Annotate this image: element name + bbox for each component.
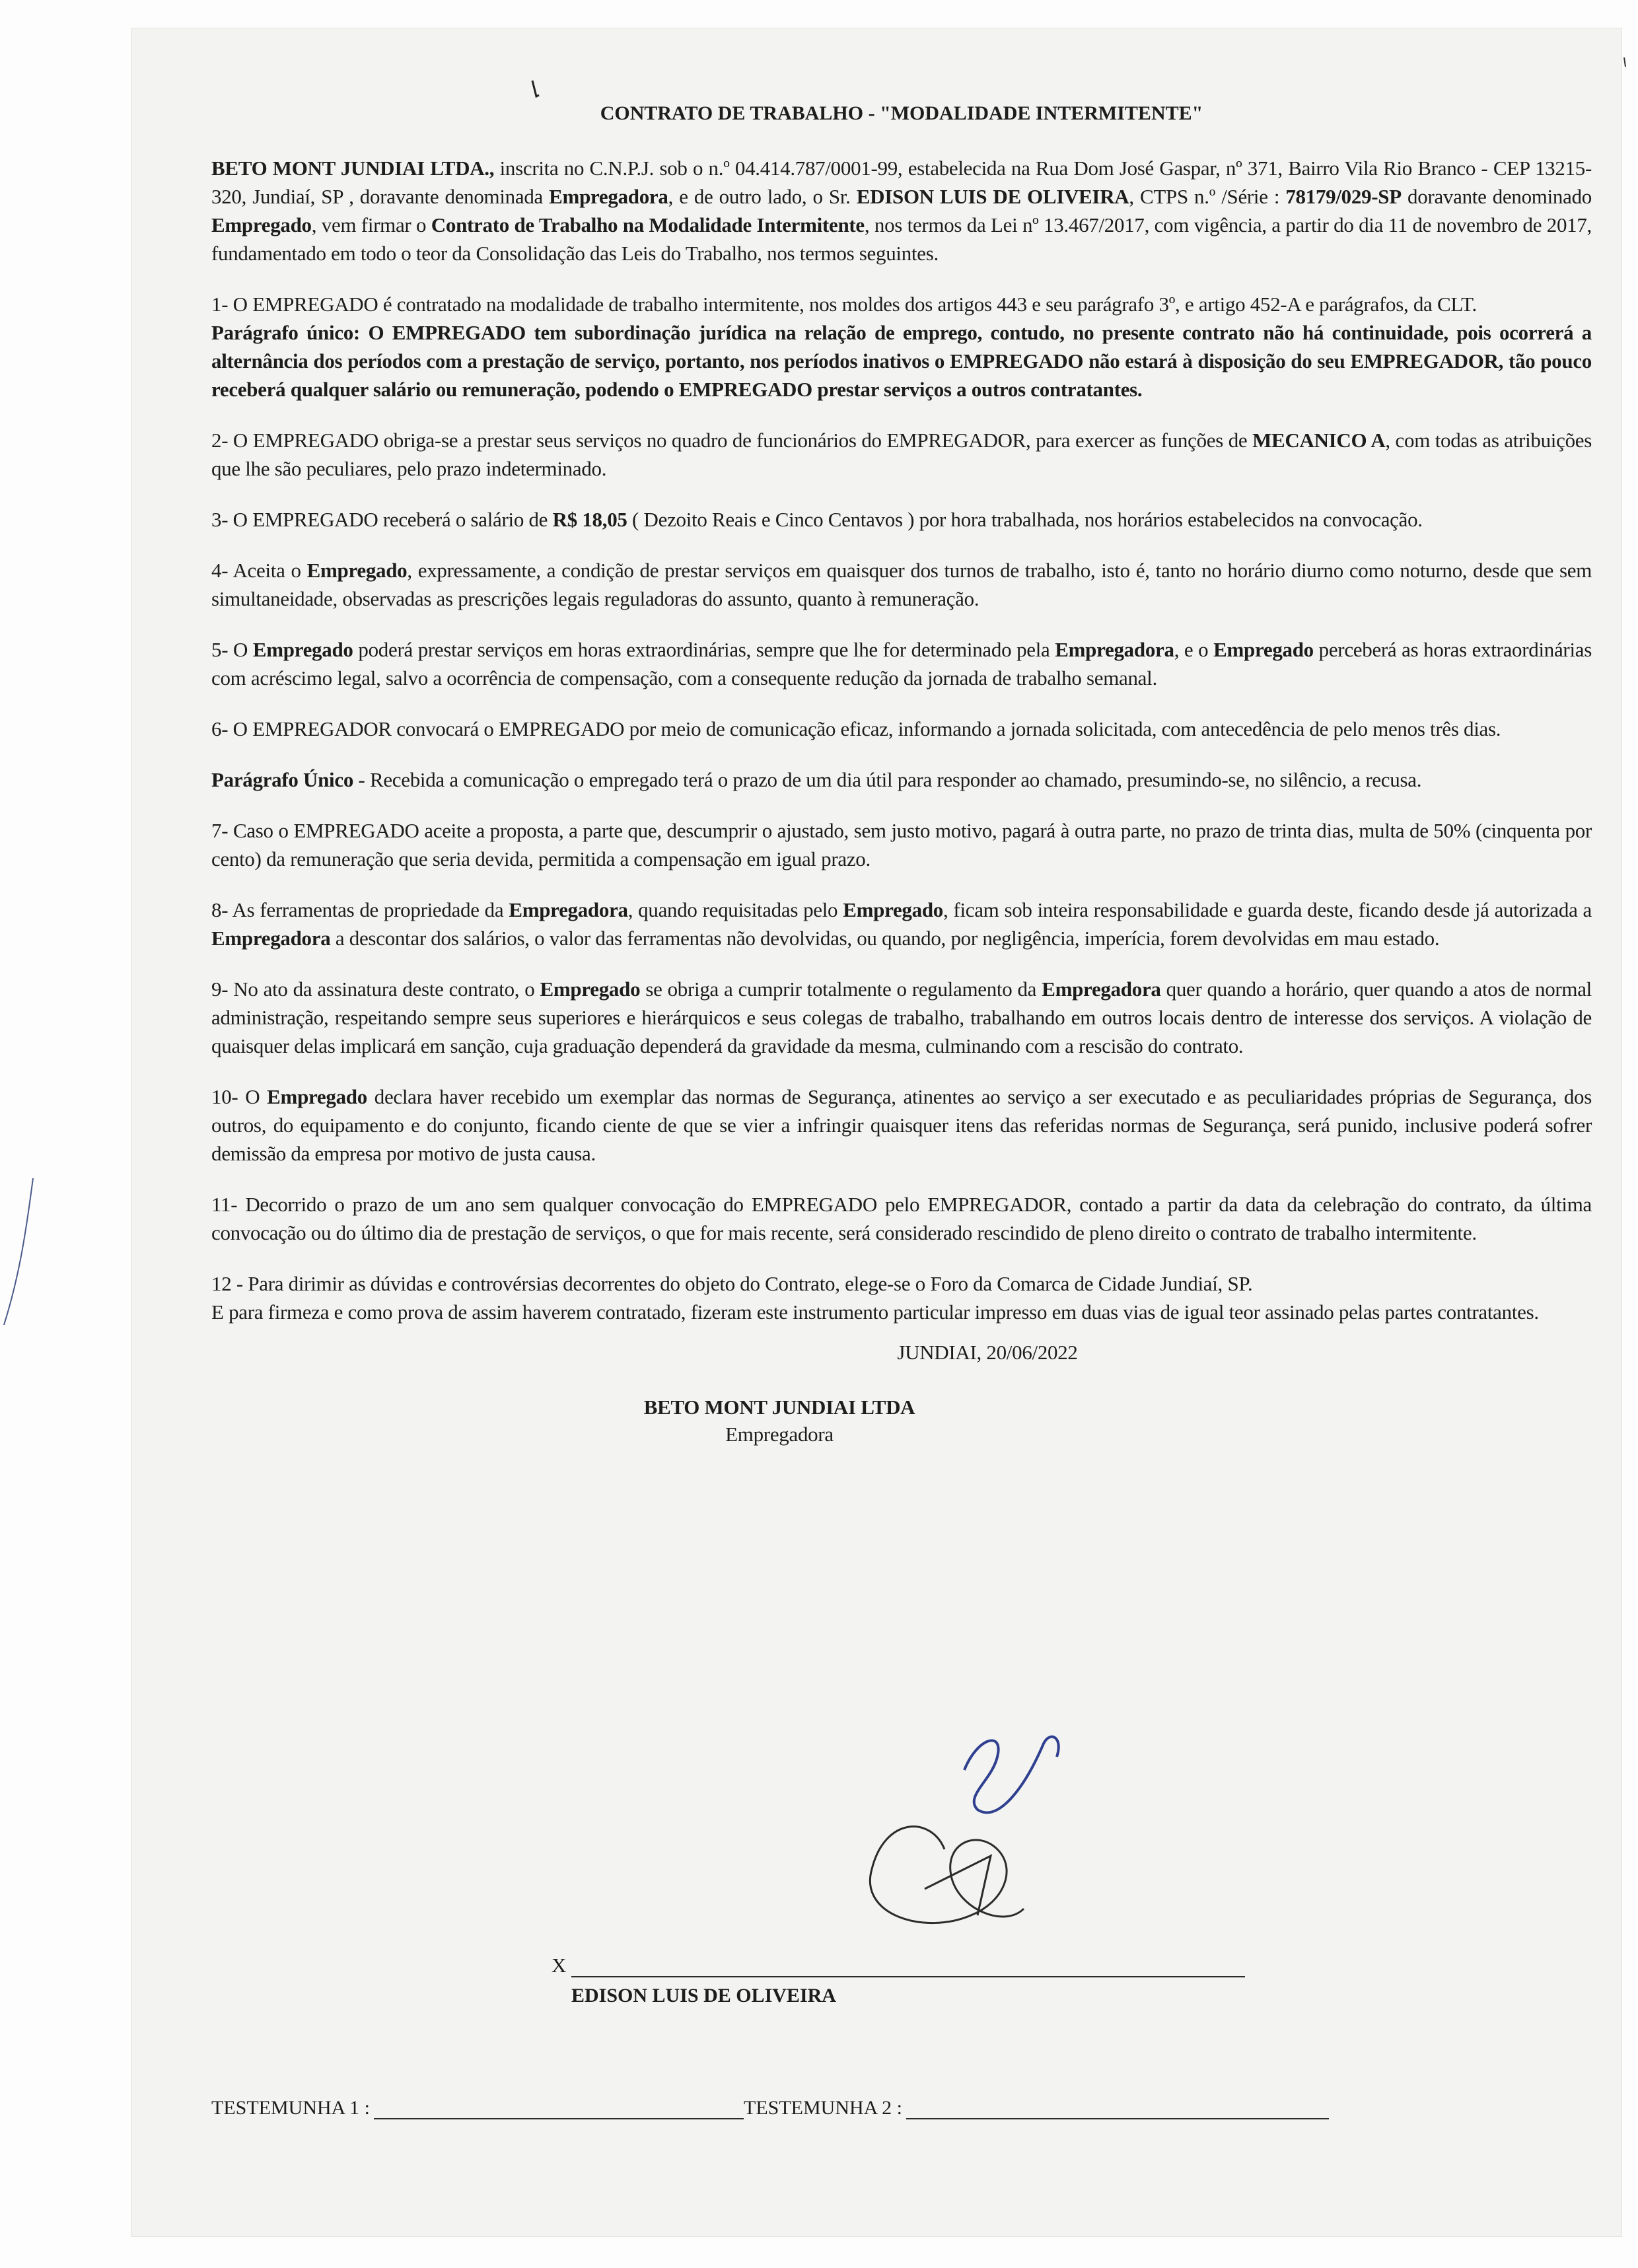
clause-11: 11- Decorrido o prazo de um ano sem qualquer convocação do EMPREGADO pelo EMPREGADOR, contado a partir da data da celebração do contrato, da última convocação ou do último dia de prestação de serviços, o que for mais recente, será considerado rescindido de pleno direito o contrato de trabalho intermitente.: [211, 1193, 1592, 1244]
employee-term: Empregado: [540, 977, 641, 1001]
employer-term: Empregadora: [211, 927, 331, 950]
hourly-salary: R$ 18,05: [552, 508, 627, 531]
paragraph-text: O EMPREGADO tem subordinação jurídica na relação de emprego, contudo, no presente contrato não há continuidade, pois ocorrerá a alternância dos períodos com a prestação de serviço, portanto, nos períodos inativos o EMPREGADO não estará à disposição do seu EMPREGADOR, tão pouco receberá qualquer salário ou remuneração, podendo o EMPREGADO prestar serviços a outros contratantes.: [211, 321, 1592, 401]
clause-3: [211, 505, 1592, 534]
contract-modality: Contrato de Trabalho na Modalidade Intermitente: [431, 213, 865, 236]
employee-signatory: EDISON LUIS DE OLIVEIRA: [571, 1985, 836, 2006]
clause-text: , expressamente, a condição de prestar serviços em quaisquer dos turnos de trabalho, isto é, tanto no horário diurno como noturno, desde que sem simultaneidade, observadas as prescrições legais reguladoras do assunto, quanto à remuneração.: [211, 559, 1592, 610]
clause-text: 9- No ato da assinatura deste contrato, o: [211, 977, 540, 1001]
clause-2: [211, 426, 1592, 483]
clause-text: 4- Aceita o: [211, 559, 307, 582]
clause-1: 1- O EMPREGADO é contratado na modalidade de trabalho intermitente, nos moldes dos artigos 443 e seu parágrafo 3º, e artigo 452-A e parágrafos, da CLT.: [211, 293, 1477, 316]
intro-text: , vem firmar o: [311, 213, 431, 236]
clause-8: [211, 896, 1592, 952]
paragraph-text: - Recebida a comunicação o empregado terá o prazo de um dia útil para responder ao chamado, presumindo-se, no silêncio, a recusa.: [353, 768, 1422, 791]
clause-text: se obriga a cumprir totalmente o regulamento da: [640, 977, 1042, 1001]
clause-text: 2- O EMPREGADO obriga-se a prestar seus serviços no quadro de funcionários do EMPREGADOR, para exercer as funções de: [211, 429, 1253, 452]
clause-text: poderá prestar serviços em horas extraordinárias, sempre que lhe for determinado pela: [353, 638, 1055, 661]
ctps-number: 78179/029-SP: [1285, 185, 1402, 208]
intro-text: doravante denominado: [1401, 185, 1592, 208]
clause-text: , ficam sob inteira responsabilidade e guarda deste, ficando desde já autorizada a: [943, 898, 1592, 921]
clause-text: 8- As ferramentas de propriedade da: [211, 898, 509, 921]
paragraph-label: Parágrafo Único: [211, 768, 354, 791]
intro-text: inscrita no C.N.P.J. sob o n.º 04.414.787/0001-99, estabelecida na Rua Dom José Gaspar, nº 371, Bairro Vila Rio Branco - CEP 13215-320, Jundiaí, SP , doravante denominada: [211, 157, 1592, 208]
employer-term: Empregadora: [509, 898, 628, 921]
contract-intro: [211, 154, 1592, 267]
signature-marker: X: [552, 1954, 567, 1977]
employer-term: Empregadora: [1042, 977, 1161, 1001]
employee-term: Empregado: [306, 559, 408, 582]
clause-7: 7- Caso o EMPREGADO aceite a proposta, a parte que, descumprir o ajustado, sem justo motivo, pagará à outra parte, no prazo de trinta dias, multa de 50% (cinquenta por cento) da remuneração que seria devida, permitida a compensação em igual prazo.: [211, 819, 1592, 870]
scan-speck: [528, 79, 542, 99]
clause-6-paragraph: [211, 765, 1592, 794]
witness-row: [211, 2097, 1329, 2119]
clause-6: 6- O EMPREGADOR convocará o EMPREGADO por meio de comunicação eficaz, informando a jornada solicitada, com antecedência de pelo menos três dias.: [211, 717, 1501, 740]
company-role: Empregadora: [725, 1423, 834, 1446]
intro-text: , nos termos da Lei nº 13.467/2017, com vigência, a partir do dia 11 de novembro de 2017, fundamentado em todo o teor da Consolidação das Leis do Trabalho, nos termos seguintes.: [211, 213, 1592, 265]
scan-speck: [1621, 56, 1629, 69]
employee-term: Empregado: [843, 898, 943, 921]
employee-term: Empregado: [252, 638, 353, 661]
clause-10: [211, 1082, 1592, 1168]
place-date: JUNDIAI, 20/06/2022: [897, 1341, 1078, 1364]
clause-text: declara haver recebido um exemplar das normas de Segurança, atinentes ao serviço a ser executado e as peculiaridades próprias de Segurança, dos outros, do equipamento e do conjunto, ficando ciente de que se vier a infringir quaisquer itens das referidas normas de Segurança, será punido, inclusive poderá sofrer demissão da empresa por motivo de justa causa.: [211, 1085, 1592, 1165]
company-signature-block: [555, 1393, 1004, 1448]
employee-term: Empregado: [1213, 638, 1314, 661]
clause-4: [211, 556, 1592, 613]
employee-term: Empregado: [211, 213, 312, 236]
witness-2-label: TESTEMUNHA 2 :: [744, 2097, 902, 2119]
intro-text: , CTPS n.º /Série :: [1129, 185, 1286, 208]
margin-pen-stroke: [0, 1176, 40, 1328]
clause-text: , com todas as atribuições que lhe são peculiares, pelo prazo indeterminado.: [211, 429, 1592, 480]
clause-12: 12 - Para dirimir as dúvidas e controvérsias decorrentes do objeto do Contrato, elege-se o Foro da Comarca de Cidade Jundiaí, SP.: [211, 1272, 1253, 1295]
clause-text: perceberá as horas extraordinárias com acréscimo legal, salvo a ocorrência de compensação, com a consequente redução da jornada de trabalho semanal.: [211, 638, 1592, 690]
handwritten-signature: [845, 1717, 1123, 1968]
job-role: MECANICO A: [1252, 429, 1386, 452]
clause-text: quer quando a horário, quer quando a atos de normal administração, respeitando sempre seus superiores e hierárquicos e seus colegas de trabalho, trabalhando em outros locais dentro de interesse dos serviços. A violação de quaisquer delas implicará em sanção, cuja graduação dependerá da gravidade da mesma, culminando com a rescisão do contrato.: [211, 977, 1592, 1057]
contract-body: [211, 99, 1592, 1448]
clause-text: , e o: [1174, 638, 1214, 661]
clause-text: , quando requisitadas pelo: [627, 898, 843, 921]
clause-text: a descontar dos salários, o valor das ferramentas não devolvidas, ou quando, por negligência, imperícia, forem devolvidas em mau estado.: [330, 927, 1440, 950]
employer-term: Empregadora: [1055, 638, 1174, 661]
witness-1-line: [374, 2098, 744, 2119]
company-name: BETO MONT JUNDIAI LTDA.,: [211, 157, 495, 180]
clause-text: ( Dezoito Reais e Cinco Centavos ) por hora trabalhada, nos horários estabelecidos na convocação.: [627, 508, 1423, 531]
witness-2-line: [906, 2098, 1329, 2119]
intro-text: , e de outro lado, o Sr.: [668, 185, 857, 208]
employer-term: Empregadora: [549, 185, 668, 208]
clause-9: [211, 975, 1592, 1060]
clause-1-paragraph: [211, 318, 1592, 404]
company-signatory: BETO MONT JUNDIAI LTDA: [643, 1396, 915, 1419]
clause-5: [211, 635, 1592, 692]
witness-1-label: TESTEMUNHA 1 :: [211, 2097, 370, 2119]
signature-rule: [571, 1956, 1245, 1977]
closing-statement: E para firmeza e como prova de assim haverem contratado, fizeram este instrumento particular impresso em duas vias de igual teor assinado pelas partes contratantes.: [211, 1300, 1539, 1324]
clause-text: 3- O EMPREGADO receberá o salário de: [211, 508, 553, 531]
clause-text: 5- O: [211, 638, 253, 661]
employee-signature-line: [552, 1954, 1245, 1977]
employee-name-inline: EDISON LUIS DE OLIVEIRA: [856, 185, 1129, 208]
contract-title: CONTRATO DE TRABALHO - "MODALIDADE INTERMITENTE": [600, 102, 1203, 124]
clause-text: 10- O: [211, 1085, 267, 1108]
paragraph-label: Parágrafo único:: [211, 321, 360, 344]
employee-term: Empregado: [267, 1085, 367, 1108]
